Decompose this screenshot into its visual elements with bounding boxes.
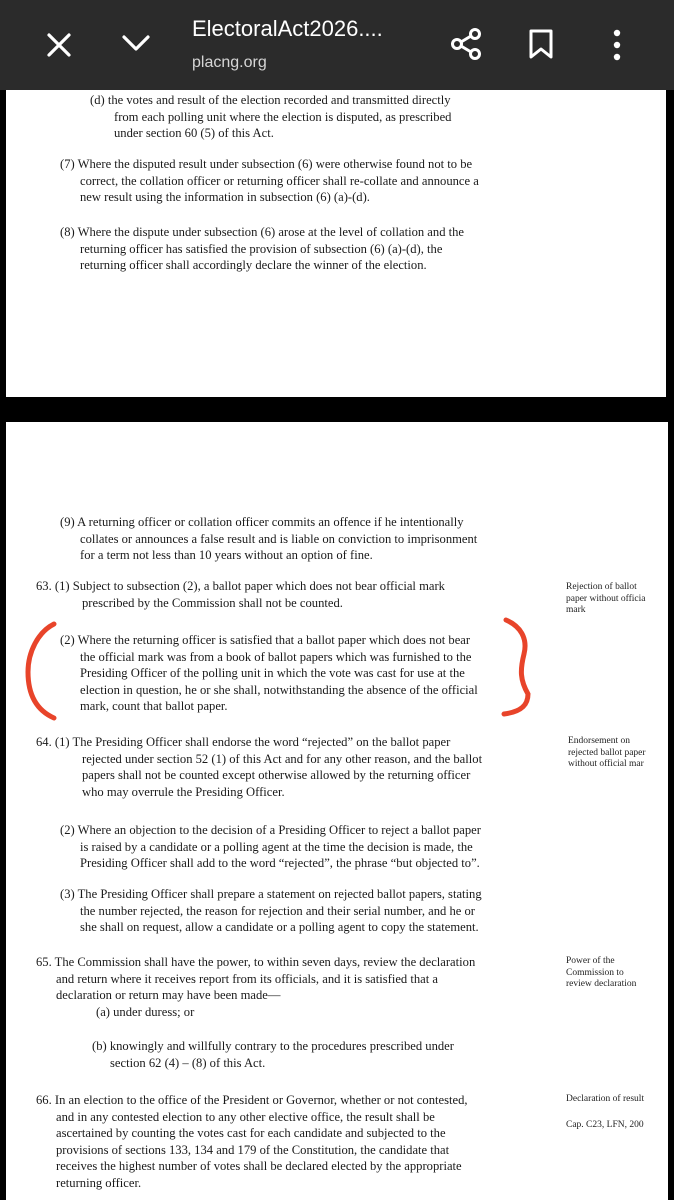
text-line: Presiding Officer shall add to the word “rejected”, the phrase “but objected to”. [80,856,480,871]
margin-note-66 [566,1094,644,1106]
text-line: provisions of sections 133, 134 and 179 of the Constitution, the candidate that [56,1142,450,1157]
text-line: returning officer shall accordingly declare the winner of the election. [80,258,427,273]
section-66 [36,1092,566,1192]
text-line: (d) the votes and result of the election recorded and transmitted directly [90,93,451,107]
margin-note-64 [568,736,646,771]
text-line: paper without officia [566,593,646,604]
margin-note-66-cap [566,1120,644,1132]
text-line: receives the highest number of votes shall be declared elected by the appropriate [56,1159,462,1174]
text-line: she shall on request, allow a candidate or a polling agent to copy the statement. [80,920,479,935]
text-line: from each polling unit where the election is disputed, as prescribed [114,109,452,124]
paragraph-8 [60,224,560,274]
text-line: (a) under duress; or [96,1004,195,1019]
text-line: (2) Where an objection to the decision of a Presiding Officer to reject a ballot paper [60,823,481,837]
text-line: returning officer has satisfied the provision of subsection (6) (a)-(d), the [80,241,443,256]
text-line: section 62 (4) – (8) of this Act. [110,1055,266,1070]
red-bracket-right-mark [498,614,538,720]
section-63-2 [60,632,560,715]
text-line: (2) Where the returning officer is satisfied that a ballot paper which does not bear [60,633,471,647]
text-line: who may overrule the Presiding Officer. [82,784,285,799]
share-icon[interactable] [448,26,484,62]
red-bracket-left-mark [20,618,60,726]
text-line: declaration or return may have been made— [56,988,281,1003]
section-65-b [92,1038,552,1071]
text-line: and return where it receives report from its officials, and it is satisfied that a [56,971,439,986]
text-line: Power of the [566,956,615,966]
section-64-2 [60,822,560,872]
text-line: (8) Where the dispute under subsection (6) arose at the level of collation and the [60,225,465,239]
section-63-1 [36,578,566,611]
close-icon[interactable] [44,30,74,60]
text-line: Presiding Officer of the polling unit in which the vote was cast for use at the [80,666,465,681]
section-65 [36,954,566,1020]
chevron-down-icon[interactable] [120,32,152,54]
text-line: rejected under section 52 (1) of this Act and for any other reason, and the ballot [82,751,483,766]
margin-note-63 [566,582,646,617]
text-line: review declaration [566,979,637,989]
text-line: Declaration of result [566,1094,645,1104]
text-line: (3) The Presiding Officer shall prepare a statement on rejected ballot papers, stating [60,887,482,901]
text-line: Endorsement on [568,736,631,746]
text-line: new result using the information in subsection (6) (a)-(d). [80,190,370,205]
text-line: prescribed by the Commission shall not be counted. [82,595,343,610]
text-line: 65. The Commission shall have the power, to within seven days, review the declaration [36,955,476,969]
text-line: the number rejected, the reason for rejection and their serial number, and he or [80,903,475,918]
text-line: is raised by a candidate or a polling agent at the time the decision is made, the [80,839,473,854]
text-line: rejected ballot paper [568,747,646,758]
app-bar [0,0,674,90]
text-line: collates or announces a false result and is liable on conviction to imprisonment [80,531,478,546]
document-page-1 [6,90,666,397]
document-title: ElectoralAct2026.... [192,16,383,41]
text-line: 66. In an election to the office of the President or Governor, whether or not contested, [36,1093,468,1107]
paragraph-9 [60,514,560,564]
text-line: Commission to [566,967,624,978]
text-line: mark, count that ballot paper. [80,699,228,714]
text-line: Rejection of ballot [566,582,637,592]
document-page-2 [6,422,668,1200]
text-line: ascertained by counting the votes cast for each candidate and subjected to the [56,1126,446,1141]
text-line: 64. (1) The Presiding Officer shall endorse the word “rejected” on the ballot paper [36,735,451,749]
text-line: 63. (1) Subject to subsection (2), a ballot paper which does not bear official mark [36,579,445,593]
text-line: returning officer. [56,1175,142,1190]
text-line: (7) Where the disputed result under subsection (6) were otherwise found not to be [60,157,473,171]
text-line: election in question, he or she shall, notwithstanding the absence of the official [80,682,478,697]
more-vert-icon[interactable] [610,28,624,62]
text-line: mark [566,605,586,615]
text-line: correct, the collation officer or returning officer shall re-collate and announce a [80,173,479,188]
paragraph-7 [60,156,560,206]
text-line: under section 60 (5) of this Act. [114,126,274,141]
section-64-1 [36,734,566,800]
bookmark-icon[interactable] [528,28,554,60]
document-domain: placng.org [192,54,267,71]
text-line: the official mark was from a book of ballot papers which was furnished to the [80,649,472,664]
text-line: for a term not less than 10 years without an option of fine. [80,548,373,563]
text-line: (b) knowingly and willfully contrary to the procedures prescribed under [92,1039,454,1053]
text-line: Cap. C23, LFN, 200 [566,1120,644,1130]
text-line: papers shall not be counted except otherwise allowed by the returning officer [82,768,471,783]
text-line: and in any contested election to any other elective office, the result shall be [56,1109,435,1124]
paragraph-6d [90,92,534,142]
text-line: (9) A returning officer or collation officer commits an offence if he intentionally [60,515,464,529]
text-line: without official mar [568,759,644,769]
section-64-3 [60,886,560,936]
margin-note-65 [566,956,636,991]
